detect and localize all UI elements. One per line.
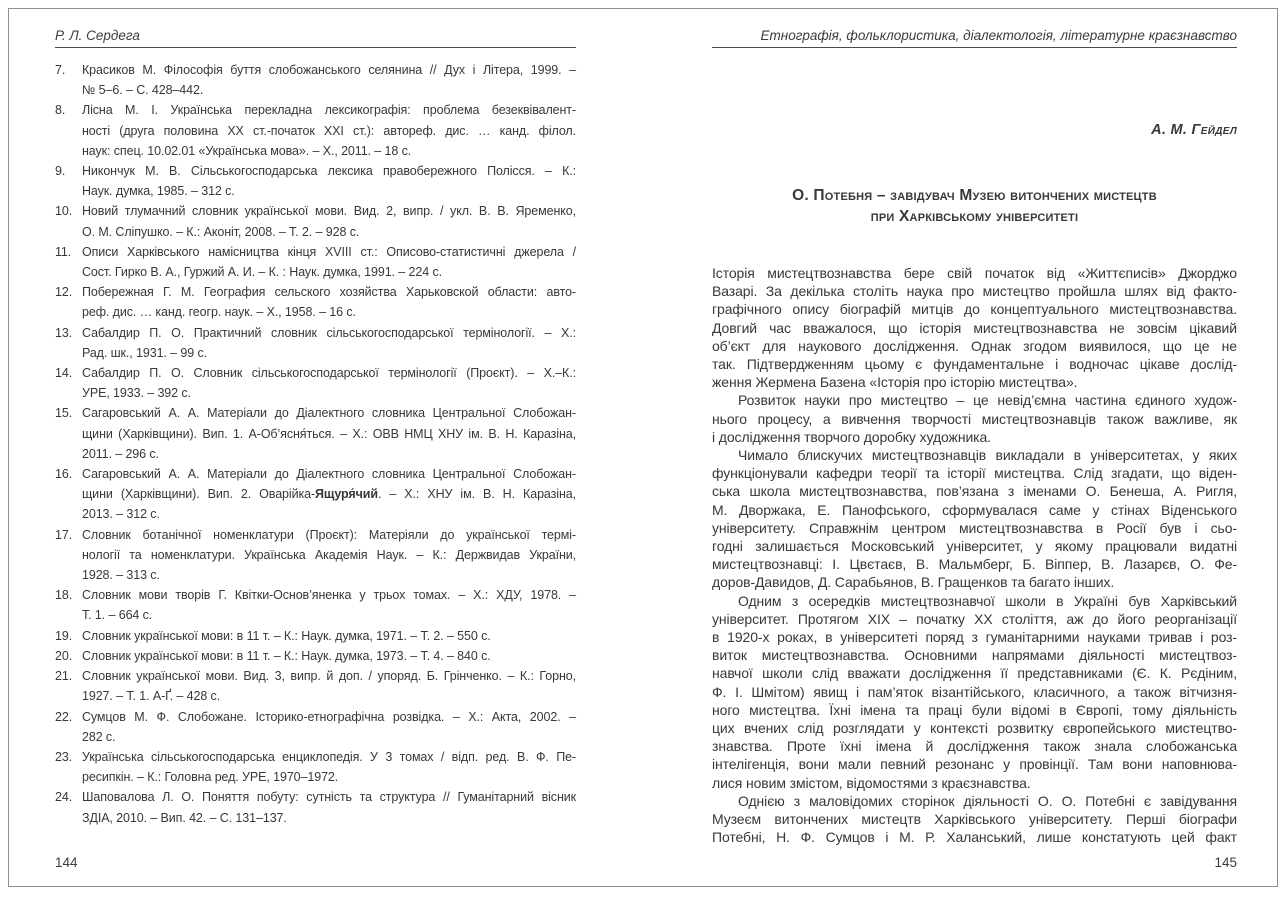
paragraph-text-line: мистецтвознавці: І. Цвєтаєв, В. Мальмберг, Б. Віппер, В. Лазарєв, О. Фе- <box>712 556 1237 573</box>
item-number: 10. <box>55 204 73 219</box>
bibliography-item <box>55 646 576 666</box>
bibliography-text-line: 1928. – 313 с. <box>82 568 160 583</box>
bibliography-text-line: Сабалдир П. О. Словник сільськогосподарської термінології (Проєкт). – Х.–К.: <box>82 366 576 381</box>
bibliography-item <box>55 323 576 363</box>
bibliography-text-line: Сагаровський А. А. Матеріали до Діалектного словника Центральної Слобожан- <box>82 406 576 421</box>
paragraph-text-line: Одним з осередків мистецтвознавчої школи в Україні був Харківський <box>738 592 1237 609</box>
paragraph-text-line: графічного опису біографій митців до концептуального мистецтвознавства. <box>712 301 1237 318</box>
bibliography-text-line <box>82 484 576 504</box>
bibliography-item <box>55 525 576 586</box>
paragraph-text-line: доров-Давидов, Д. Сарабьянов, В. Гращенков та багато інших. <box>712 574 1115 591</box>
right-page <box>712 28 1237 870</box>
bibliography-text-line: Новий тлумачний словник української мови. Вид. 2, випр. / укл. В. В. Яременко, <box>82 204 576 219</box>
bibliography-text-line: Побережная Г. М. География сельского хозяйства Харьковской области: авто- <box>82 285 576 300</box>
bibliography-text-line: 1927. – Т. 1. А-Ґ. – 428 с. <box>82 689 221 704</box>
bibliography-text-line: Описи Харківського намісництва кінця XVIII ст.: Описово-статистичні джерела / <box>82 244 576 259</box>
article-title-line-2: при Харківському університеті <box>870 208 1079 225</box>
bibliography-item <box>55 585 576 625</box>
bibliography-text-line: ЗДІА, 2010. – Вип. 42. – С. 131–137. <box>82 810 287 825</box>
bibliography-text-line: Красиков М. Філософія буття слобожанського селянина // Дух і Літера, 1999. – <box>82 63 576 77</box>
text-fragment: . – Х.: ХНУ ім. В. Н. Каразіна, <box>377 487 576 502</box>
article-body <box>712 264 1237 847</box>
bibliography-item <box>55 161 576 201</box>
paragraph-text-line: лися новим змістом, відомостями з краєзнавства. <box>712 774 1031 791</box>
paragraph-text-line: Розвиток науки про мистецтво – це невід’ємна частина єдиного худож- <box>738 392 1237 409</box>
bibliography-text-line: Сумцов М. Ф. Слобожане. Історико-етнографічна розвідка. – Х.: Акта, 2002. – <box>82 709 576 724</box>
paragraph-text-line: нього процесу, а вивчення творчості мистецтвознавців також важливе, як <box>712 410 1237 427</box>
item-number: 8. <box>55 103 66 118</box>
bibliography-list <box>55 60 576 828</box>
bibliography-text-line: Сагаровський А. А. Матеріали до Діалектного словника Центральної Слобожан- <box>82 467 576 482</box>
bibliography-item <box>55 747 576 787</box>
bibliography-item <box>55 464 576 525</box>
bibliography-text-line: Т. 1. – 664 с. <box>82 608 153 623</box>
paragraph-text-line: Музеєм витончених мистецтв Харківського університету. Перші біографи <box>712 811 1237 828</box>
article-paragraph <box>712 264 1237 391</box>
bibliography-text-line: 282 с. <box>82 729 116 744</box>
article-paragraph <box>712 391 1237 446</box>
bibliography-text-line: Словник української мови: в 11 т. – К.: Наук. думка, 1973. – Т. 4. – 840 с. <box>82 648 491 663</box>
bibliography-text-line: Словник мови творів Г. Квітки-Основ’яненка у трьох томах. – Х.: ХДУ, 1978. – <box>82 588 576 603</box>
bibliography-item <box>55 282 576 322</box>
article-paragraph <box>712 592 1237 792</box>
emphasized-text: Ящуря́чий <box>315 487 378 502</box>
bibliography-text-line: Наук. думка, 1985. – 312 с. <box>82 184 235 199</box>
bibliography-text-line: № 5–6. – С. 428–442. <box>82 83 204 98</box>
item-number: 23. <box>55 749 73 764</box>
bibliography-item <box>55 666 576 706</box>
bibliography-item <box>55 787 576 827</box>
bibliography-text-line: реф. дис. … канд. геогр. наук. – Х., 1958. – 16 с. <box>82 305 356 320</box>
paragraph-text-line: Однією з маловідомих сторінок діяльності О. О. Потебні є завідування <box>738 792 1237 809</box>
bibliography-item <box>55 363 576 403</box>
item-number: 17. <box>55 527 73 542</box>
item-number: 13. <box>55 325 73 340</box>
item-number: 11. <box>55 244 72 259</box>
paragraph-text-line: Потебні, Н. Ф. Сумцов і М. Р. Халанський, лише констатують цей факт <box>712 829 1237 846</box>
bibliography-text-line: ресипкін. – К.: Головна ред. УРЕ, 1970–1972. <box>82 770 339 785</box>
paragraph-text-line: так. Підтвердженням цьому є фундаментальне і водночас цікаве дослід- <box>712 356 1237 373</box>
article-paragraph <box>712 446 1237 592</box>
item-number: 24. <box>55 790 73 805</box>
bibliography-text-line: Словник української мови: в 11 т. – К.: Наук. думка, 1971. – Т. 2. – 550 с. <box>82 628 491 643</box>
left-page <box>55 28 576 870</box>
paragraph-text-line: функціонували кафедри теорії та історії мистецтва. Слід згадати, що віден- <box>712 465 1237 482</box>
item-number: 16. <box>55 467 73 482</box>
bibliography-item <box>55 626 576 646</box>
paragraph-text-line: і дослідження творчого доробку художника. <box>712 428 991 445</box>
paragraph-text-line: годні залишається Московський університет, у якому працювали видатні <box>712 538 1237 555</box>
item-number: 15. <box>55 406 73 421</box>
paragraph-text-line: інтелігенція, вони мали певний резонанс у провінції. Там вони наповнюва- <box>712 756 1237 773</box>
bibliography-item <box>55 60 576 100</box>
bibliography-text-line: О. М. Сліпушко. – К.: Аконіт, 2008. – Т. 2. – 928 с. <box>82 224 360 239</box>
bibliography-text-line: Лісна М. І. Українська перекладна лексикографія: проблема безеквівалент- <box>82 103 576 118</box>
item-number: 18. <box>55 588 73 603</box>
bibliography-text-line: 2013. – 312 с. <box>82 507 160 522</box>
bibliography-text-line: Рад. шк., 1931. – 99 с. <box>82 345 208 360</box>
item-number: 19. <box>55 628 73 643</box>
bibliography-text-line: Никончук М. В. Сільськогосподарська лексика правобережного Полісся. – К.: <box>82 164 576 179</box>
bibliography-item <box>55 201 576 241</box>
article-paragraph <box>712 792 1237 847</box>
paragraph-text-line: об’єкт для наукового дослідження. Однак згодом виявилося, що це не <box>712 337 1237 354</box>
paragraph-text-line: в 1920-х роках, в університеті поряд з гуманітарними науками тривав і роз- <box>712 629 1237 646</box>
paragraph-text-line: знавства. Проте їхні імена й дослідження також знала слобожанська <box>712 738 1237 755</box>
paragraph-text-line: Вазарі. За декілька століть наука про мистецтво пройшла шлях від факто- <box>712 283 1237 300</box>
bibliography-item <box>55 242 576 282</box>
bibliography-text-line: Українська сільськогосподарська енциклопедія. У 3 томах / відп. ред. В. Ф. Пе- <box>82 749 576 764</box>
paragraph-text-line: ного мистецтва. Їхні імена та праці були відомі в Європі, тому діяльність <box>712 701 1237 718</box>
article-title-line-1: О. Потебня – завідувач Музею витончених мистецтв <box>792 187 1157 204</box>
bibliography-text-line: ності (друга половина XX ст.-початок XXI ст.): автореф. дис. … канд. філол. <box>82 123 576 138</box>
item-number: 7. <box>55 63 66 77</box>
running-header-left: Р. Л. Сердега <box>55 28 576 48</box>
paragraph-text-line: Чимало блискучих мистецтвознавців викладали в університетах, у яких <box>738 447 1237 464</box>
paragraph-text-line: ження Жермена Базена «Історія про історію мистецтва». <box>712 374 1078 391</box>
bibliography-text-line: УРЕ, 1933. – 392 с. <box>82 386 191 401</box>
paragraph-text-line: навчої школи слід вважати дослідження її представниками (Є. К. Рєдіним, <box>712 665 1237 682</box>
bibliography-text-line: 2011. – 296 с. <box>82 446 159 461</box>
text-fragment: щини (Харківщини). Вип. 2. Оварійка- <box>82 487 316 502</box>
bibliography-item <box>55 403 576 464</box>
bibliography-text-line: Словник ботанічної номенклатури (Проєкт): Матеріяли до української термі- <box>82 527 576 542</box>
running-header-right: Етнографія, фольклористика, діалектологія, літературне краєзнавство <box>712 28 1237 48</box>
article-title <box>712 185 1237 227</box>
paragraph-text-line: університету. Справжнім центром мистецтвознавства в Росії був і сьо- <box>712 519 1237 536</box>
paragraph-text-line: М. Дворжака, Е. Панофського, сформувалася саме у стінах Віденського <box>712 501 1237 518</box>
bibliography-text-line: Шаповалова Л. О. Поняття побуту: сутність та структура // Гуманітарний вісник <box>82 790 576 805</box>
paragraph-text-line: ська школа мистецтвознавства, пов’язана з іменами О. Бенеша, А. Ригля, <box>712 483 1237 500</box>
page-number-left: 144 <box>55 855 78 870</box>
bibliography-text-line: Сабалдир П. О. Практичний словник сільськогосподарської термінології. – Х.: <box>82 325 576 340</box>
bibliography-text-line: наук: спец. 10.02.01 «Українська мова». – Х., 2011. – 18 с. <box>82 143 412 158</box>
bibliography-text-line: Словник української мови. Вид. 3, випр. й доп. / упоряд. Б. Грінченко. – К.: Горно, <box>82 669 576 684</box>
paragraph-text-line: Історія мистецтвознавства бере свій початок від «Життєписів» Джорджо <box>712 265 1237 281</box>
item-number: 20. <box>55 648 73 663</box>
bibliography-text-line: Сост. Гирко В. А., Гуржий А. И. – К. : Наук. думка, 1991. – 224 с. <box>82 265 442 280</box>
item-number: 21. <box>55 669 73 684</box>
paragraph-text-line: цих вчених слід розглядати у контексті розвитку європейського мистецтво- <box>712 720 1237 737</box>
paragraph-text-line: Довгий час вважалося, що історія мистецтвознавства не зовсім цікавий <box>712 319 1237 336</box>
bibliography-item <box>55 100 576 161</box>
item-number: 12. <box>55 285 73 300</box>
item-number: 22. <box>55 709 73 724</box>
paragraph-text-line: Ф. І. Шмітом) явищ і пам’яток візантійського, класичного, а також вітчизня- <box>712 683 1237 700</box>
article-author: А. М. Гейдел <box>1151 122 1237 138</box>
item-number: 9. <box>55 164 66 179</box>
paragraph-text-line: університет. Протягом XIX – початку XX століття, аж до його реорганізації <box>712 610 1237 627</box>
bibliography-text-line: щини (Харківщини). Вип. 1. А-Об’ясня́ться. – Х.: ОВВ НМЦ ХНУ ім. В. Н. Каразіна, <box>82 426 576 441</box>
bibliography-item <box>55 707 576 747</box>
bibliography-text-line: нології та номенклатури. Українська Академія Наук. – К.: Держвидав України, <box>82 547 576 562</box>
paragraph-text-line: виток мистецтвознавства. Основними напрямами діяльності мистецтвоз- <box>712 647 1237 664</box>
item-number: 14. <box>55 366 73 381</box>
page-number-right: 145 <box>1214 855 1237 870</box>
